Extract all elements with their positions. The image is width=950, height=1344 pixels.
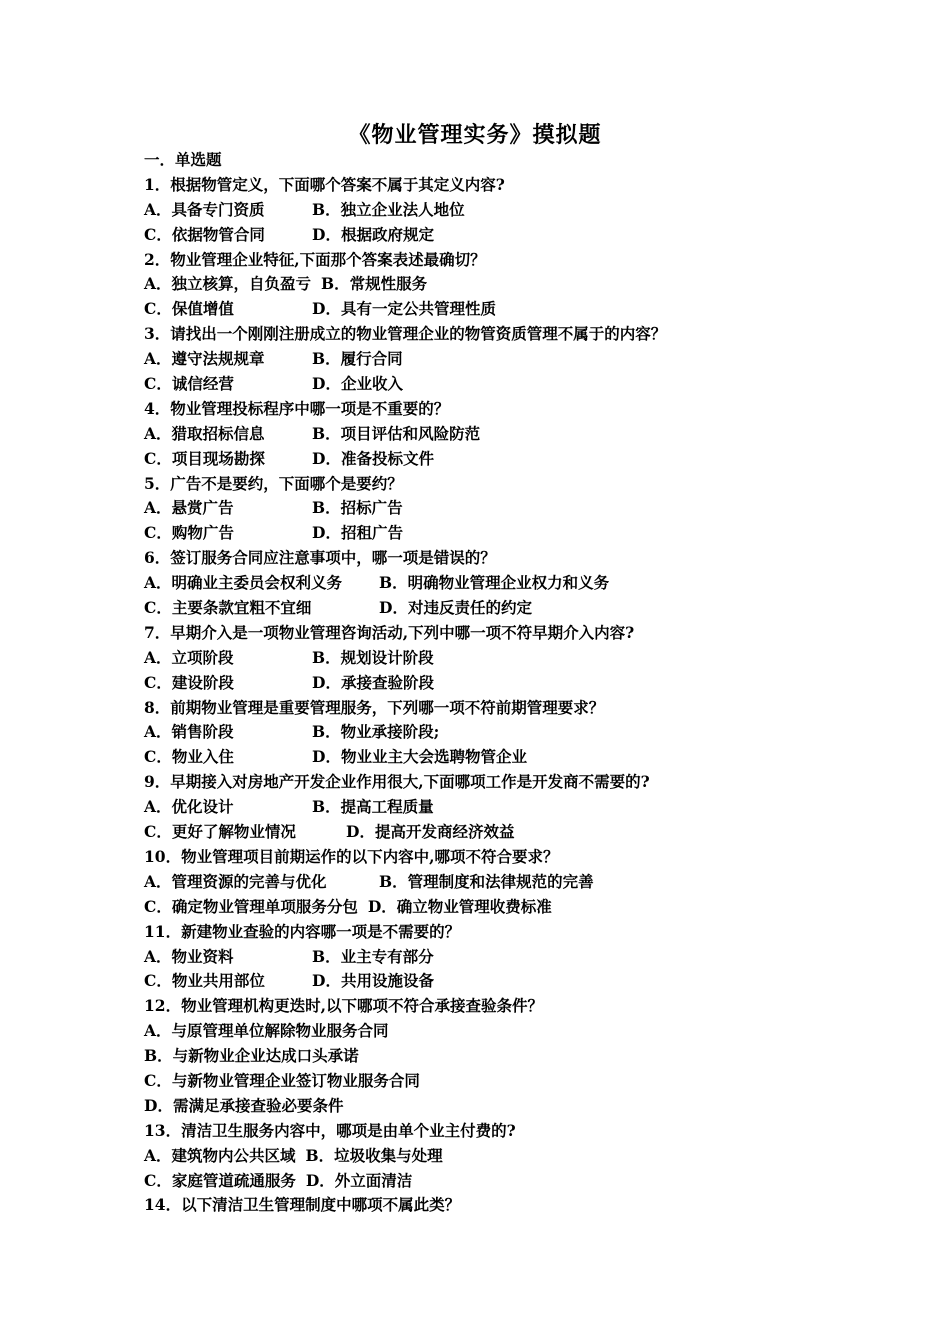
section-heading: 一．单选题 [144, 150, 222, 169]
question-line: 13．清洁卫生服务内容中，哪项是由单个业主付费的? [144, 1120, 516, 1140]
options-line [144, 447, 864, 472]
option-second: D．准备投标文件 [312, 448, 434, 468]
question-line: 4．物业管理投标程序中哪一项是不重要的？ [144, 398, 450, 418]
question-line: 7．早期介入是一项物业管理咨询活动,下列中哪一项不符早期介入内容? [144, 622, 635, 642]
question-line: A．与原管理单位解除物业服务合同 [144, 1021, 389, 1041]
question-line: 11．新建物业查验的内容哪一项是不需要的？ [144, 921, 461, 941]
option-first: C．建设阶段 [144, 672, 234, 692]
option-first: C．诚信经营 [144, 374, 234, 394]
option-second: D．根据政府规定 [312, 224, 434, 244]
option-first: A．销售阶段 [144, 722, 234, 742]
option-first: A．立项阶段 [144, 647, 234, 667]
option-second: D．对违反责任的约定 [379, 598, 532, 618]
options-line [144, 745, 864, 770]
options-line [144, 272, 864, 297]
option-first: A．猎取招标信息 [144, 423, 265, 443]
option-first: A．明确业主委员会权利义务 [144, 573, 343, 593]
option-first: C．保值增值 [144, 299, 234, 319]
option-first: A．悬赏广告 [144, 498, 234, 518]
question-line: B．与新物业企业达成口头承诺 [144, 1046, 359, 1066]
options-line [144, 870, 864, 895]
question-line: 3．请找出一个刚刚注册成立的物业管理企业的物管资质管理不属于的内容？ [144, 324, 667, 344]
option-first: C．家庭管道疏通服务 [144, 1170, 296, 1190]
options-line [144, 945, 864, 970]
options-line [144, 646, 864, 671]
options-line [144, 496, 864, 521]
option-first: C．确定物业管理单项服务分包 [144, 896, 358, 916]
options-line [144, 422, 864, 447]
option-second: B．招标广告 [312, 498, 403, 518]
option-first: C．主要条款宜粗不宜细 [144, 598, 312, 618]
question-line: 9．早期接入对房地产开发企业作用很大,下面哪项工作是开发商不需要的? [144, 772, 650, 792]
option-second: B．物业承接阶段; [312, 722, 440, 742]
question-line: D．需满足承接查验必要条件 [144, 1095, 344, 1115]
option-second: B．垃圾收集与处理 [305, 1145, 443, 1165]
option-first: C．物业入住 [144, 747, 234, 767]
option-second: D．共用设施设备 [312, 971, 434, 991]
option-second: D．物业业主大会选聘物管企业 [312, 747, 527, 767]
question-line: 8．前期物业管理是重要管理服务，下列哪一项不符前期管理要求？ [144, 697, 605, 717]
question-line: 2．物业管理企业特征,下面那个答案表述最确切？ [144, 249, 486, 269]
option-second: B．业主专有部分 [312, 946, 434, 966]
question-list [144, 148, 864, 1218]
question-line: C．与新物业管理企业签订物业服务合同 [144, 1070, 420, 1090]
options-line [144, 795, 864, 820]
option-second: B．明确物业管理企业权力和义务 [379, 573, 610, 593]
option-first: C．物业共用部位 [144, 971, 265, 991]
option-second: B．规划设计阶段 [312, 647, 434, 667]
question-line: 10．物业管理项目前期运作的以下内容中,哪项不符合要求？ [144, 846, 559, 866]
options-line [144, 671, 864, 696]
options-line [144, 347, 864, 372]
question-line: 6．签订服务合同应注意事项中，哪一项是错误的？ [144, 548, 496, 568]
option-first: A．物业资料 [144, 946, 234, 966]
question-line: 5．广告不是要约，下面哪个是要约？ [144, 473, 403, 493]
question-line: 1．根据物管定义，下面哪个答案不属于其定义内容? [144, 174, 505, 194]
option-second: B．提高工程质量 [312, 797, 434, 817]
option-first: A．遵守法规规章 [144, 349, 265, 369]
question-line: 14．以下清洁卫生管理制度中哪项不属此类？ [144, 1195, 461, 1215]
option-second: B．独立企业法人地位 [312, 199, 465, 219]
options-line [144, 720, 864, 745]
options-line [144, 969, 864, 994]
option-second: D．外立面清洁 [305, 1170, 413, 1190]
document-title: 《物业管理实务》摸拟题 [348, 122, 602, 148]
option-first: C．依据物管合同 [144, 224, 265, 244]
option-second: D．承接查验阶段 [312, 672, 434, 692]
option-second: D．具有一定公共管理性质 [312, 299, 496, 319]
option-first: A．管理资源的完善与优化 [144, 871, 327, 891]
option-second: B．履行合同 [312, 349, 403, 369]
option-second: D．招租广告 [312, 523, 403, 543]
options-line [144, 820, 864, 845]
options-line [144, 895, 864, 920]
option-first: C．购物广告 [144, 523, 234, 543]
option-second: B．管理制度和法律规范的完善 [379, 871, 594, 891]
option-first: C．项目现场勘探 [144, 448, 265, 468]
option-first: A．建筑物内公共区域 [144, 1145, 296, 1165]
options-line [144, 1169, 864, 1194]
option-second: D．提高开发商经济效益 [346, 822, 515, 842]
option-second: D．确立物业管理收费标准 [367, 896, 552, 916]
option-first: A．独立核算，自负盈亏 [144, 274, 312, 294]
options-line [144, 1144, 864, 1169]
option-second: B．常规性服务 [321, 274, 428, 294]
options-line [144, 297, 864, 322]
question-line: 12．物业管理机构更迭时,以下哪项不符合承接查验条件？ [144, 996, 543, 1016]
options-line [144, 198, 864, 223]
option-first: A．具备专门资质 [144, 199, 265, 219]
options-line [144, 223, 864, 248]
options-line [144, 596, 864, 621]
option-second: B．项目评估和风险防范 [312, 423, 481, 443]
options-line [144, 521, 864, 546]
options-line [144, 372, 864, 397]
option-first: A．优化设计 [144, 797, 234, 817]
option-second: D．企业收入 [312, 374, 403, 394]
option-first: C．更好了解物业情况 [144, 822, 296, 842]
options-line [144, 571, 864, 596]
